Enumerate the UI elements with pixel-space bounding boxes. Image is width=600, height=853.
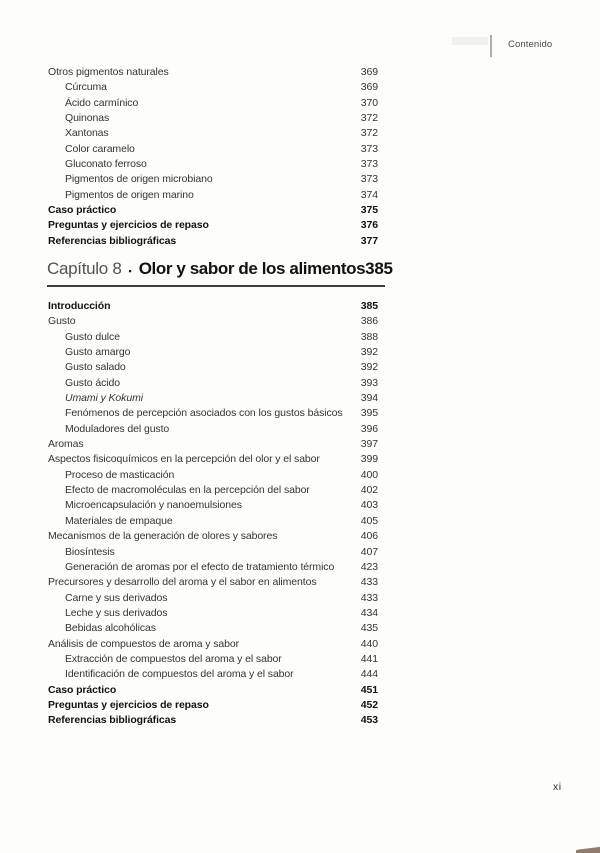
toc-entry-label: Leche y sus derivados [65, 606, 168, 619]
toc-entry [48, 683, 378, 698]
toc-entry-page-number: 407 [360, 545, 378, 558]
toc-entry [48, 698, 378, 713]
toc-entry-label: Precursores y desarrollo del aroma y el sabor en alimentos [48, 576, 317, 589]
toc-entry-page-number: 396 [360, 422, 378, 435]
toc-entry-label: Preguntas y ejercicios de repaso [48, 698, 209, 711]
toc-entry-label: Pigmentos de origen microbiano [65, 173, 213, 186]
toc-entry [48, 545, 378, 560]
toc-entry-page-number: 370 [360, 96, 378, 109]
toc-entry [48, 188, 378, 203]
toc-entry-label: Bebidas alcohólicas [65, 622, 156, 635]
toc-entry-label: Preguntas y ejercicios de repaso [48, 219, 209, 232]
toc-entry [48, 157, 378, 172]
toc-entry [48, 218, 378, 233]
toc-entry-label: Otros pigmentos naturales [48, 66, 169, 78]
toc-entry-label: Biosíntesis [65, 545, 115, 558]
toc-entry [48, 80, 378, 95]
header-divider-line [490, 35, 492, 57]
toc-entry-label: Análisis de compuestos de aroma y sabor [48, 637, 240, 650]
toc-entry-label: Gusto ácido [65, 376, 120, 389]
toc-entry [48, 406, 378, 421]
toc-entry-page-number: 392 [360, 346, 378, 359]
toc-entry [48, 483, 378, 498]
toc-entry-label: Mecanismos de la generación de olores y sabores [48, 530, 278, 543]
toc-entry [48, 126, 378, 141]
toc-entry-label: Caso práctico [48, 204, 117, 217]
toc-entry-label: Materiales de empaque [65, 514, 173, 527]
toc-list-chapter7-end [48, 65, 378, 249]
toc-entry [48, 514, 378, 529]
toc-entry [48, 529, 378, 544]
running-header: Contenido [508, 39, 553, 50]
toc-entry [48, 203, 378, 218]
toc-entry-label: Gusto amargo [65, 346, 131, 359]
chapter-heading [47, 259, 393, 287]
toc-entry [48, 172, 378, 187]
toc-entry-page-number: 395 [360, 407, 378, 420]
toc-entry-label: Gluconato ferroso [65, 158, 147, 171]
toc-entry-page-number: 441 [360, 652, 378, 665]
square-bullet-icon: ▪ [128, 266, 132, 276]
toc-entry-page-number: 453 [360, 714, 378, 727]
toc-entry-page-number: 402 [360, 484, 378, 497]
toc-entry-label: Proceso de masticación [65, 468, 175, 481]
toc-entry-page-number: 394 [360, 392, 378, 405]
toc-entry-label: Aromas [48, 438, 84, 451]
toc-entry [48, 560, 378, 575]
toc-entry-label: Referencias bibliográficas [48, 714, 177, 727]
toc-entry-label: Referencias bibliográficas [48, 234, 177, 247]
toc-entry-page-number: 377 [360, 234, 378, 247]
toc-entry-page-number: 397 [360, 438, 378, 451]
toc-entry-page-number: 373 [360, 158, 378, 171]
toc-entry [48, 637, 378, 652]
toc-entry [48, 606, 378, 621]
toc-entry-page-number: 406 [360, 530, 378, 543]
toc-entry-page-number: 399 [360, 453, 378, 466]
toc-entry-page-number: 405 [360, 514, 378, 527]
toc-entry-page-number: 452 [360, 698, 378, 711]
toc-entry-page-number: 423 [360, 560, 378, 573]
toc-entry-label: Fenómenos de percepción asociados con los gustos básicos [65, 407, 343, 420]
toc-entry [48, 96, 378, 111]
toc-entry-label: Introducción [48, 300, 111, 312]
toc-entry-page-number: 369 [360, 81, 378, 94]
toc-entry-label: Gusto dulce [65, 330, 120, 343]
toc-entry-page-number: 433 [360, 591, 378, 604]
toc-entry [48, 111, 378, 126]
toc-entry [48, 621, 378, 636]
toc-entry [48, 498, 378, 513]
toc-entry-page-number: 376 [360, 219, 378, 232]
toc-entry-page-number: 434 [360, 606, 378, 619]
toc-entry-label: Gusto [48, 315, 76, 328]
toc-entry-label: Efecto de macromoléculas en la percepción del sabor [65, 484, 310, 497]
chapter-page-number: 385 [365, 259, 393, 278]
toc-entry-page-number: 385 [360, 300, 378, 312]
toc-entry-page-number: 433 [360, 576, 378, 589]
toc-entry [48, 452, 378, 467]
toc-entry [48, 299, 378, 314]
toc-entry-label: Pigmentos de origen marino [65, 188, 194, 201]
toc-entry [48, 652, 378, 667]
toc-entry-label: Caso práctico [48, 683, 117, 696]
toc-entry [48, 713, 378, 728]
toc-entry-page-number: 400 [360, 468, 378, 481]
toc-entry-page-number: 451 [360, 683, 378, 696]
toc-entry [48, 667, 378, 682]
toc-entry [48, 391, 378, 406]
toc-entry [48, 468, 378, 483]
toc-entry [48, 234, 378, 249]
toc-entry-page-number: 372 [360, 127, 378, 140]
page-folio: xi [553, 781, 562, 793]
toc-entry [48, 330, 378, 345]
toc-list-chapter8 [48, 299, 378, 729]
toc-entry-label: Quinonas [65, 112, 110, 125]
toc-entry [48, 65, 378, 80]
toc-entry-label: Umami y Kokumi [65, 392, 143, 405]
toc-entry [48, 142, 378, 157]
chapter-number-label: Capítulo 8 [47, 259, 122, 278]
toc-entry-page-number: 375 [360, 204, 378, 217]
toc-entry-page-number: 386 [360, 315, 378, 328]
toc-entry-page-number: 435 [360, 622, 378, 635]
toc-entry-page-number: 403 [360, 499, 378, 512]
toc-entry [48, 591, 378, 606]
toc-entry [48, 422, 378, 437]
toc-entry-label: Moduladores del gusto [65, 422, 170, 435]
chapter-title: Olor y sabor de los alimentos [138, 259, 366, 278]
scan-corner-artifact [576, 846, 600, 853]
toc-entry [48, 345, 378, 360]
toc-entry-page-number: 374 [360, 188, 378, 201]
toc-entry [48, 575, 378, 590]
toc-entry-page-number: 388 [360, 330, 378, 343]
toc-entry-page-number: 392 [360, 361, 378, 374]
toc-entry-label: Cúrcuma [65, 81, 107, 94]
toc-entry-page-number: 369 [360, 66, 378, 78]
toc-entry [48, 360, 378, 375]
toc-entry-label: Extracción de compuestos del aroma y el sabor [65, 652, 282, 665]
toc-entry-label: Identificación de compuestos del aroma y el sabor [65, 668, 294, 681]
toc-entry-label: Aspectos fisicoquímicos en la percepción del olor y el sabor [48, 453, 320, 466]
toc-entry-label: Color caramelo [65, 142, 135, 155]
toc-entry-page-number: 393 [360, 376, 378, 389]
toc-entry-page-number: 373 [360, 173, 378, 186]
toc-entry [48, 314, 378, 329]
toc-entry-page-number: 372 [360, 112, 378, 125]
scan-smudge [452, 37, 488, 45]
toc-entry-label: Microencapsulación y nanoemulsiones [65, 499, 242, 512]
toc-entry-label: Generación de aromas por el efecto de tratamiento térmico [65, 560, 335, 573]
toc-entry-page-number: 373 [360, 142, 378, 155]
toc-entry-label: Ácido carmínico [65, 96, 139, 109]
toc-entry-label: Gusto salado [65, 361, 126, 374]
toc-entry [48, 437, 378, 452]
toc-entry-page-number: 444 [360, 668, 378, 681]
toc-entry-label: Xantonas [65, 127, 109, 140]
toc-entry-label: Carne y sus derivados [65, 591, 168, 604]
toc-entry-page-number: 440 [360, 637, 378, 650]
toc-entry [48, 376, 378, 391]
